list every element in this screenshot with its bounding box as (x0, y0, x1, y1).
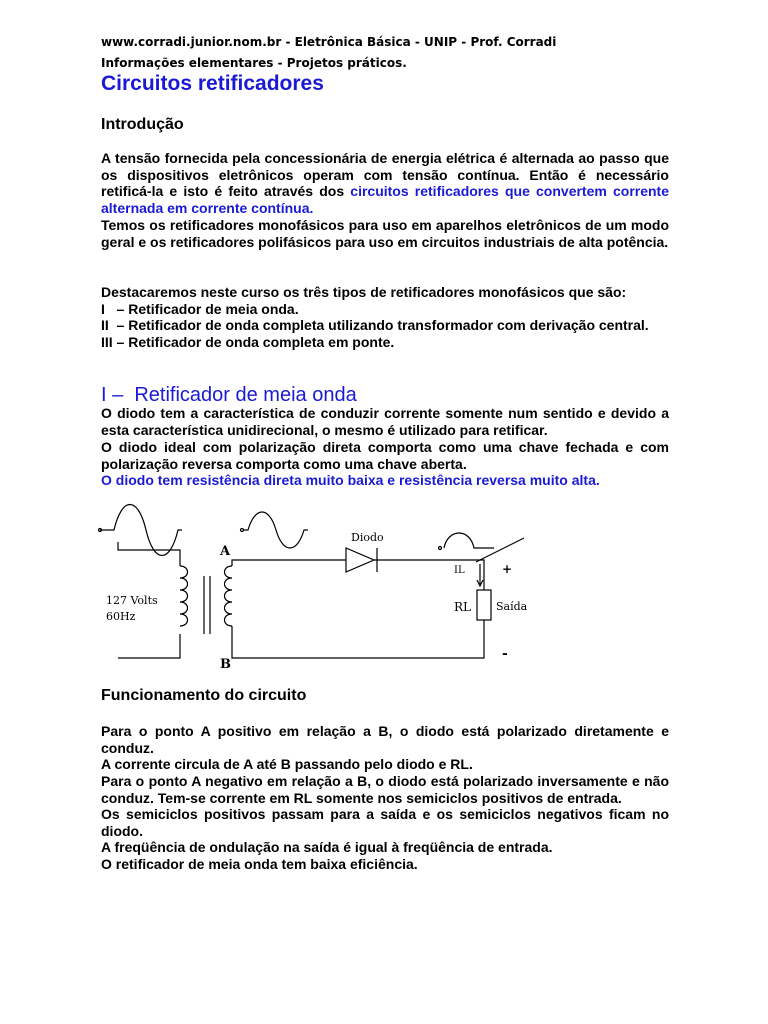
point-b-label: B (220, 657, 231, 670)
section-1-heading: I – Retificador de meia onda (101, 384, 357, 406)
primary-coil (180, 566, 188, 626)
output-half-wave (444, 533, 494, 548)
intro-paragraph-1-highlight: circuitos retificadores que convertem corrente alternada em corrente contínua. (101, 183, 669, 216)
diode (346, 548, 377, 572)
input-sine-wave (100, 505, 182, 556)
header-line-2: Informações elementares - Projetos práticos. (101, 56, 407, 70)
intro-paragraph-2: Temos os retificadores monofásicos para uso em aparelhos eletrônicos de um modo geral e os retificadores polifásicos para uso em circuitos industriais de alta potência. (101, 217, 669, 250)
secondary-sine-wave (244, 512, 308, 548)
secondary-terminal (241, 529, 244, 532)
section-1-paragraph-1: O diodo tem a característica de conduzir corrente somente num sentido e devido a esta característica unidirecional, o mesmo é utilizado para retificar. (101, 405, 669, 438)
point-a-label: A (220, 544, 231, 559)
plus-label: + (502, 562, 513, 576)
output-terminal (439, 547, 442, 550)
secondary-coil (225, 566, 233, 626)
source-frequency-label: 60Hz (106, 610, 136, 623)
header-line-1: www.corradi.junior.nom.br - Eletrônica Básica - UNIP - Prof. Corradi (101, 35, 557, 49)
load-label: RL (454, 600, 472, 614)
bottom-wire (232, 620, 484, 658)
types-list (101, 284, 669, 350)
output-label: Saída (496, 600, 528, 613)
operation-paragraph-6: O retificador de meia onda tem baixa eficiência. (101, 856, 418, 872)
operation-paragraph-4: Os semiciclos positivos passam para a saída e os semiciclos negativos ficam no diodo. (101, 806, 669, 839)
current-label: IL (454, 565, 465, 576)
minus-label: - (502, 646, 508, 662)
load-resistor (477, 590, 491, 620)
diode-label: Diodo (351, 531, 384, 544)
operation-paragraph-5: A freqüência de ondulação na saída é igual à freqüência de entrada. (101, 839, 553, 855)
half-wave-rectifier-circuit (96, 498, 536, 670)
operation-heading: Funcionamento do circuito (101, 687, 307, 704)
section-1-paragraph-2: O diodo ideal com polarização direta comporta como uma chave fechada e com polarização reversa comporta como uma chave aberta. (101, 439, 669, 472)
types-list-item: I – Retificador de meia onda. (101, 300, 299, 317)
operation-paragraph-3: Para o ponto A negativo em relação a B, o diodo está polarizado inversamente e não conduz. Tem-se corrente em RL somente nos semiciclos positivos de entrada. (101, 773, 669, 806)
intro-paragraph-1 (101, 150, 669, 216)
output-arrow (476, 538, 524, 562)
types-list-item: II – Retificador de onda completa utilizando transformador com derivação central. (101, 317, 649, 333)
intro-paragraph-1-text: A tensão fornecida pela concessionária de energia elétrica é alternada ao passo que os dispositivos eletrônicos operam com tensão contínua. Então é necessário retificá-la e isto é feito através dos (101, 150, 669, 199)
source-voltage-label: 127 Volts (106, 594, 158, 607)
types-list-item: III – Retificador de onda completa em ponte. (101, 333, 395, 350)
operation-paragraph-1: Para o ponto A positivo em relação a B, o diodo está polarizado diretamente e conduz. (101, 723, 669, 756)
transformer-core (204, 576, 210, 634)
section-1-highlight: O diodo tem resistência direta muito baixa e resistência reversa muito alta. (101, 472, 600, 488)
intro-heading: Introdução (101, 116, 184, 133)
operation-paragraph-2: A corrente circula de A até B passando pelo diodo e RL. (101, 756, 473, 772)
types-list-intro: Destacaremos neste curso os três tipos de retificadores monofásicos que são: (101, 284, 627, 300)
page-title: Circuitos retificadores (101, 72, 324, 95)
